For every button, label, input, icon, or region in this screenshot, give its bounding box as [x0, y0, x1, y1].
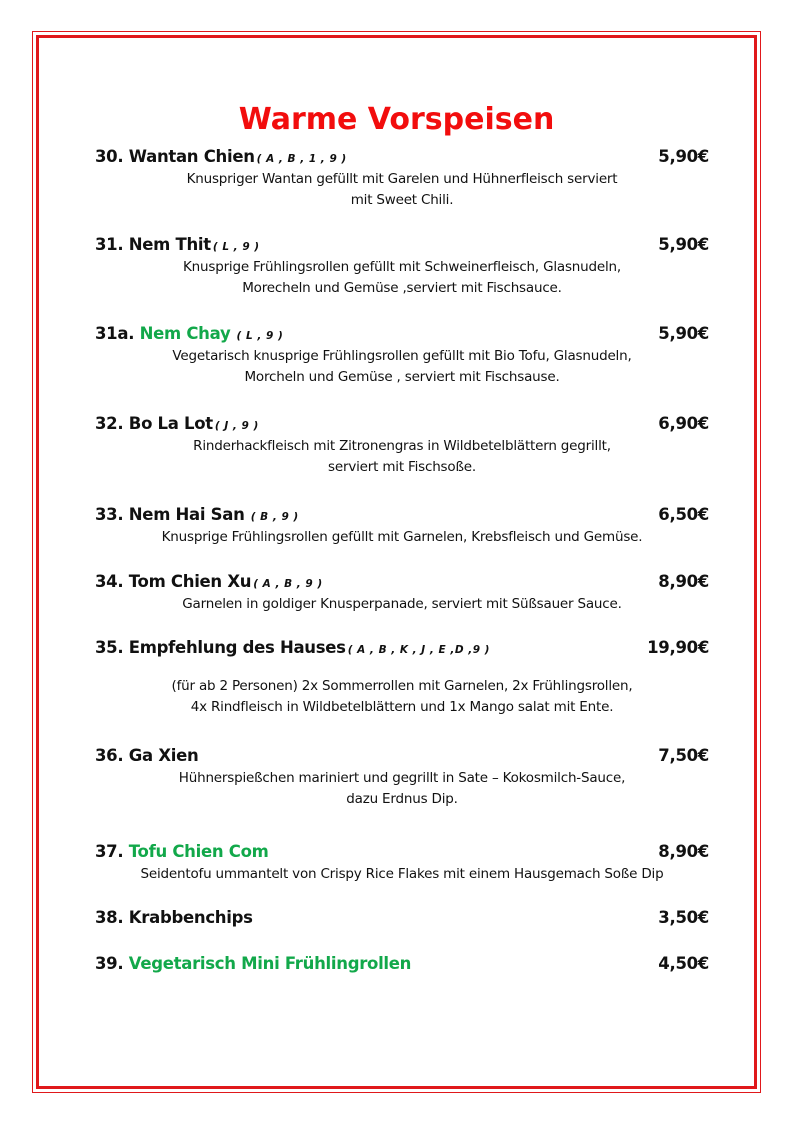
- item-number: 36.: [95, 746, 124, 765]
- item-price: 4,50€: [658, 954, 709, 973]
- menu-item-33: [95, 503, 709, 548]
- item-number: 37.: [95, 842, 124, 861]
- menu-item-39: [95, 952, 709, 976]
- item-name: Nem Chay: [139, 324, 231, 343]
- item-price: 7,50€: [658, 746, 709, 765]
- menu-item-31: [95, 233, 709, 299]
- item-number: 33.: [95, 505, 124, 524]
- item-price: 6,90€: [658, 414, 709, 433]
- item-price: 8,90€: [658, 842, 709, 861]
- item-allergens: ( A , B , 9 ): [253, 578, 323, 590]
- item-name: Ga Xien: [128, 746, 199, 765]
- item-allergens: ( L , 9 ): [232, 330, 284, 342]
- item-price: 6,50€: [658, 505, 709, 524]
- item-description: (für ab 2 Personen) 2x Sommerrollen mit Garnelen, 2x Frühlingsrollen, 4x Rindfleisch in Wildbetelblättern und 1x Mango salat mit Ente.: [171, 678, 633, 715]
- item-description: Hühnerspießchen mariniert und gegrillt in Sate – Kokosmilch-Sauce, dazu Erdnus Dip.: [178, 770, 626, 807]
- item-price: 5,90€: [658, 147, 709, 166]
- item-allergens: ( A , B , K , J , E ,D ,9 ): [347, 644, 490, 656]
- item-price: 5,90€: [658, 235, 709, 254]
- item-name: Nem Thit: [128, 235, 211, 254]
- item-name: Wantan Chien: [128, 147, 255, 166]
- item-price: 5,90€: [658, 324, 709, 343]
- item-number: 31.: [95, 235, 129, 254]
- menu-item-32: [95, 412, 709, 478]
- item-number: 39.: [95, 954, 124, 973]
- item-name: Tofu Chien Com: [128, 842, 269, 861]
- item-name: Krabbenchips: [128, 908, 253, 927]
- item-name: Empfehlung des Hauses: [128, 638, 346, 657]
- item-number: 32.: [95, 414, 124, 433]
- item-number: 30.: [95, 147, 124, 166]
- item-number: 38.: [95, 908, 124, 927]
- item-description: Garnelen in goldiger Knusperpanade, serviert mit Süßsauer Sauce.: [182, 596, 622, 612]
- menu-item-34: [95, 570, 709, 615]
- page-title: Warme Vorspeisen: [238, 102, 555, 137]
- menu-item-31a: [95, 322, 709, 388]
- item-description: Knuspriger Wantan gefüllt mit Garelen und Hühnerfleisch serviert mit Sweet Chili.: [186, 171, 618, 208]
- item-description: Seidentofu ummantelt von Crispy Rice Flakes mit einem Hausgemach Soße Dip: [140, 866, 664, 882]
- item-number: 34.: [95, 572, 124, 591]
- item-name: Nem Hai San: [128, 505, 245, 524]
- item-number: 35.: [95, 638, 124, 657]
- item-name: Tom Chien Xu: [128, 572, 252, 591]
- item-allergens: ( B , 9 ): [246, 511, 299, 523]
- item-price: 3,50€: [658, 908, 709, 927]
- menu-item-35: [95, 636, 709, 718]
- item-allergens: ( L , 9 ): [212, 241, 260, 253]
- item-allergens: ( A , B , 1 , 9 ): [256, 153, 347, 165]
- item-name: Bo La Lot: [128, 414, 213, 433]
- item-allergens: ( J , 9 ): [214, 420, 259, 432]
- menu-item-30: [95, 145, 709, 211]
- menu-item-36: [95, 744, 709, 810]
- item-description: Rinderhackfleisch mit Zitronengras in Wildbetelblättern gegrillt, serviert mit Fischsoße.: [193, 438, 611, 475]
- item-number: 31a.: [95, 324, 135, 343]
- item-description: Knusprige Frühlingsrollen gefüllt mit Schweinerfleisch, Glasnudeln, Morecheln und Gemüse ,serviert mit Fischsauce.: [183, 259, 621, 296]
- menu-item-38: [95, 906, 709, 930]
- item-price: 19,90€: [647, 638, 709, 657]
- item-description: Knusprige Frühlingsrollen gefüllt mit Garnelen, Krebsfleisch und Gemüse.: [161, 529, 643, 545]
- item-name: Vegetarisch Mini Frühlingrollen: [128, 954, 412, 973]
- menu-item-37: [95, 840, 709, 885]
- item-description: Vegetarisch knusprige Frühlingsrollen gefüllt mit Bio Tofu, Glasnudeln, Morcheln und Gemüse , serviert mit Fischsause.: [172, 348, 632, 385]
- item-price: 8,90€: [658, 572, 709, 591]
